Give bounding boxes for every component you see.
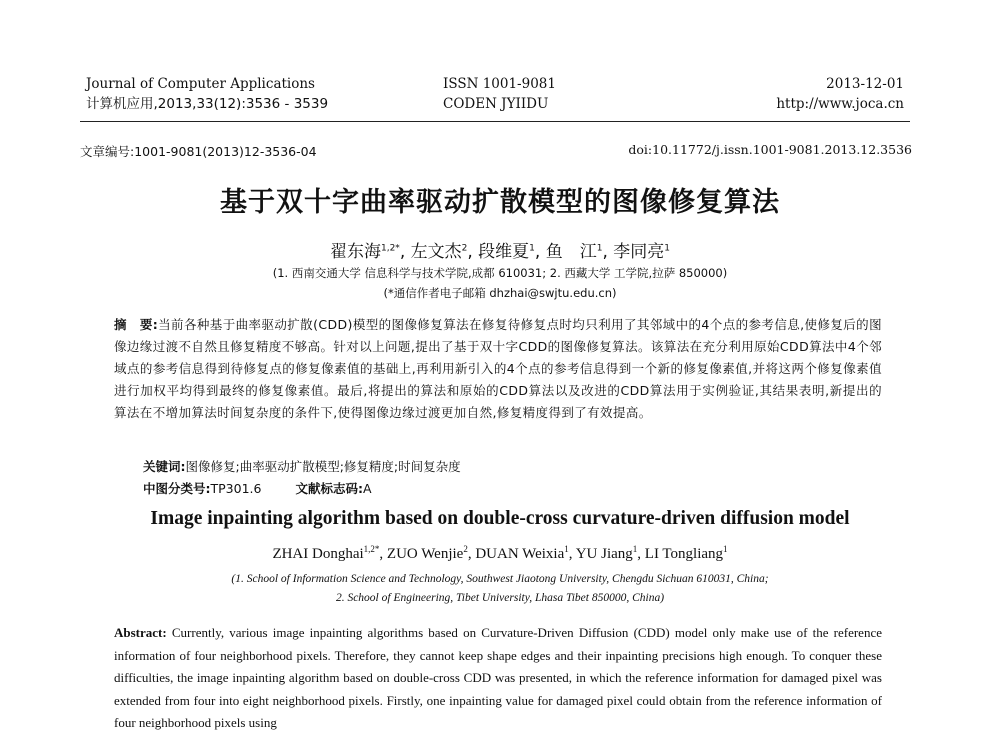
author-affiliation-mark: 1: [632, 544, 638, 554]
header-rule: [80, 121, 910, 122]
journal-url: http://www.joca.cn: [776, 96, 904, 112]
author-affiliation-mark: 1: [596, 243, 603, 254]
corresponding-email-cn: (*通信作者电子邮箱 dhzhai@swjtu.edu.cn): [383, 286, 617, 300]
author-name: 左文杰: [410, 242, 462, 262]
author-name: 李同亮: [613, 242, 665, 262]
keywords-cn: [143, 457, 461, 475]
abstract-en: [114, 622, 882, 735]
journal-citation-cn: 计算机应用,2013,33(12):3536 - 3539: [86, 96, 329, 112]
author-list-cn: 翟东海$^{1,2*}$, 左文杰$^2$, 段维夏$^1$, 鱼 江$^1$, 李同亮$^1$: [329, 242, 670, 262]
abstract-text-en: Currently, various image inpainting algorithms based on Curvature-Driven Diffusion (CDD) model only make use of the reference information of four neighborhood pixels. Therefore, they cannot keep shape edges and their inpainting precisions high enough. To conquer these difficulties, the image inpainting algorithm based on double-cross CDD was presented, in which the reference information for damaged pixel was extended from four into eight neighborhood pixels. Firstly, one inpainting value for damaged pixel could obtain from the reference information of four neighborhood pixels using: [114, 625, 882, 730]
doc-code: A: [362, 481, 372, 496]
author-affiliation-mark: 1,2*: [380, 243, 400, 254]
clc-label: 中图分类号:: [143, 481, 211, 496]
author-affiliation-mark: 1: [664, 243, 670, 254]
author-affiliation-mark: 2: [463, 544, 468, 554]
issn: ISSN 1001-9081: [443, 76, 556, 92]
abstract-label-en: Abstract:: [114, 625, 167, 640]
affiliation-en-2: 2. School of Engineering, Tibet University, Lhasa Tibet 850000, China): [335, 592, 665, 604]
classification-line: [143, 479, 372, 497]
author-name: LI Tongliang: [644, 546, 724, 562]
coden: CODEN JYIIDU: [443, 96, 549, 112]
author-affiliation-mark: 1: [529, 243, 535, 254]
author-affiliation-mark: 1: [723, 544, 728, 554]
paper-title-cn: 基于双十字曲率驱动扩散模型的图像修复算法: [220, 187, 780, 218]
doi: doi:10.11772/j.issn.1001-9081.2013.12.3536: [628, 142, 912, 157]
author-list-en: ZHAI Donghai$^{1,2*}$, ZUO Wenjie$^2$, DUAN Weixia$^1$, YU Jiang$^1$, LI Tongliang$^1$: [272, 544, 728, 562]
author-name: ZUO Wenjie: [386, 546, 464, 562]
journal-name-en: Journal of Computer Applications: [86, 76, 315, 92]
abstract-cn: [114, 314, 882, 424]
author-name: YU Jiang: [575, 546, 633, 562]
affiliation-cn: (1. 西南交通大学 信息科学与技术学院,成都 610031; 2. 西藏大学 工学院,拉萨 850000): [272, 266, 728, 280]
abstract-text-cn: 当前各种基于曲率驱动扩散(CDD)模型的图像修复算法在修复待修复点时均只利用了其邻域中的4个点的参考信息,使修复后的图像边缘过渡不自然且修复精度不够高。针对以上问题,提出了基于双十字CDD的图像修复算法。该算法在充分利用原始CDD算法中4个邻域点的参考信息得到待修复点的修复像素值的基础上,再利用新引入的4个点的参考信息得到一个新的修复像素值,并将这两个修复像素值进行加权平均得到最终的修复像素值。最后,将提出的算法和原始的CDD算法以及改进的CDD算法用于实例验证,其结果表明,新提出的算法在不增加算法时间复杂度的条件下,使得图像边缘过渡更加自然,修复精度得到了有效提高。: [114, 317, 882, 420]
clc-number: TP301.6: [210, 481, 262, 496]
doc-code-label: 文献标志码:: [295, 481, 363, 496]
author-affiliation-mark: 2: [461, 243, 468, 254]
author-name: 鱼 江: [545, 242, 597, 262]
author-affiliation-mark: 1: [564, 544, 569, 554]
paper-title-en: Image inpainting algorithm based on double-cross curvature-driven diffusion model: [150, 508, 850, 529]
author-name: ZHAI Donghai: [272, 546, 364, 562]
author-name: DUAN Weixia: [475, 546, 565, 562]
keywords-text: 图像修复;曲率驱动扩散模型;修复精度;时间复杂度: [185, 459, 461, 474]
publication-date: 2013-12-01: [826, 76, 904, 92]
author-name: 翟东海: [329, 242, 381, 262]
author-affiliation-mark: 1,2*: [363, 544, 380, 554]
abstract-label-cn: 摘 要:: [114, 317, 159, 332]
article-number: 文章编号:1001-9081(2013)12-3536-04: [80, 144, 317, 159]
author-name: 段维夏: [478, 242, 530, 262]
affiliation-en-1: (1. School of Information Science and Technology, Southwest Jiaotong University, Chengdu Sichuan 610031, China;: [231, 573, 769, 585]
keywords-label: 关键词:: [143, 459, 186, 474]
